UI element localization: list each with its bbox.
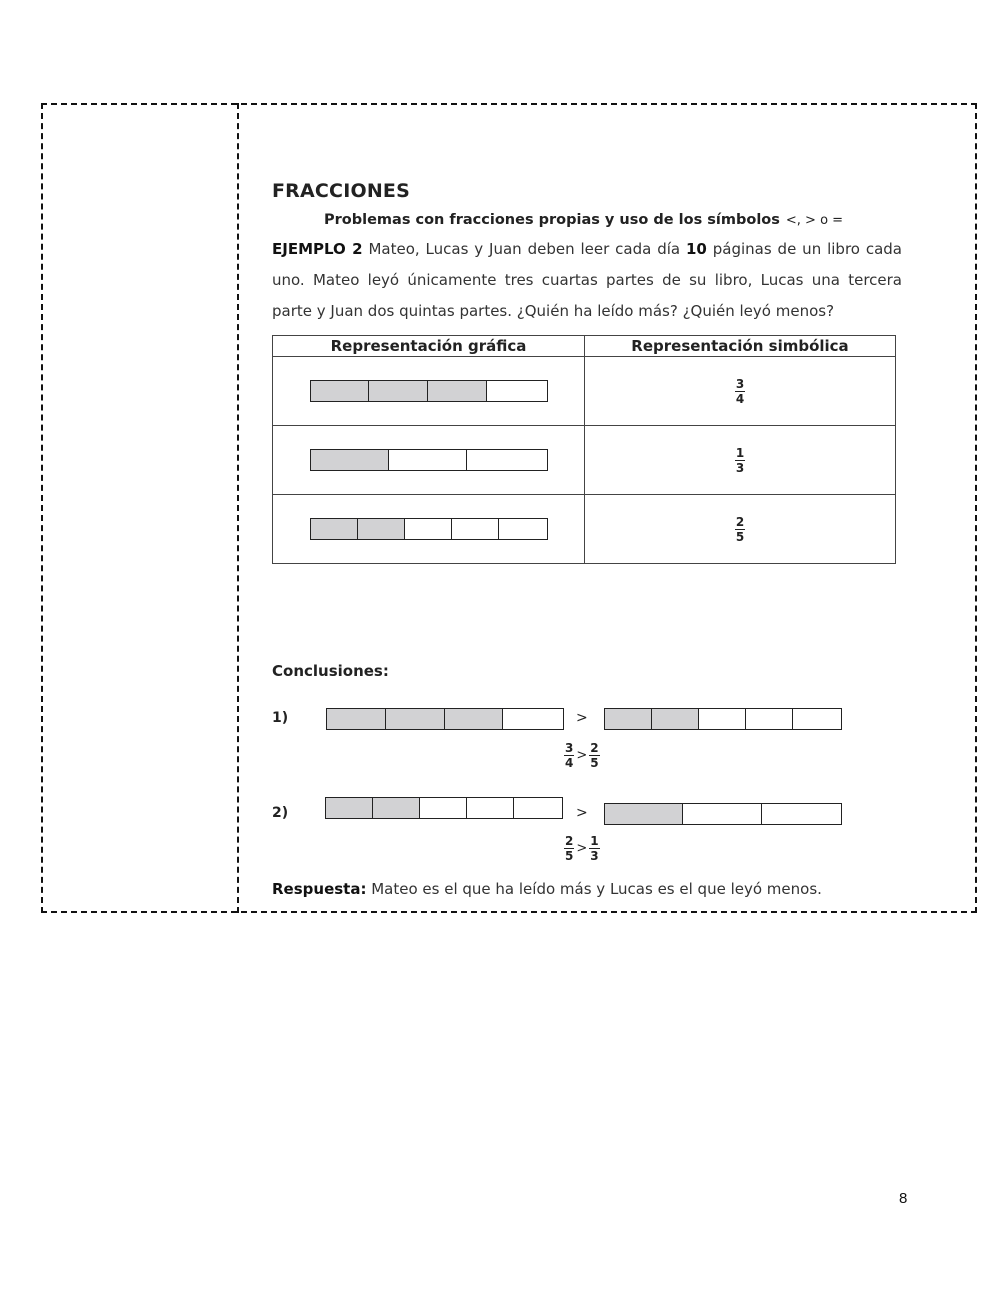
fraction-left bbox=[564, 834, 574, 863]
numerator: 1 bbox=[735, 445, 745, 460]
conclusion-label: 2) bbox=[272, 805, 289, 821]
answer bbox=[272, 880, 822, 898]
table-row bbox=[273, 357, 896, 426]
filled-segment bbox=[327, 709, 386, 729]
fraction-bar-right bbox=[604, 708, 842, 730]
graphic-cell bbox=[273, 426, 585, 495]
empty-segment bbox=[683, 804, 761, 824]
empty-segment bbox=[487, 381, 546, 401]
empty-segment bbox=[467, 798, 514, 818]
numerator: 2 bbox=[590, 741, 599, 755]
numerator: 2 bbox=[735, 514, 745, 529]
filled-segment bbox=[326, 798, 373, 818]
example-label: EJEMPLO 2 bbox=[272, 240, 363, 258]
filled-segment bbox=[311, 381, 370, 401]
filled-segment bbox=[652, 709, 699, 729]
conclusion-label: 1) bbox=[272, 710, 289, 726]
filled-segment bbox=[311, 519, 358, 539]
empty-segment bbox=[699, 709, 746, 729]
fraction-bar bbox=[310, 518, 548, 540]
example-paragraph bbox=[272, 234, 902, 327]
denominator: 3 bbox=[590, 849, 599, 863]
filled-segment bbox=[373, 798, 420, 818]
comparison bbox=[564, 834, 600, 863]
empty-segment bbox=[762, 804, 840, 824]
numerator: 2 bbox=[565, 834, 574, 848]
representation-table bbox=[272, 335, 896, 564]
fraction-bar bbox=[310, 380, 548, 402]
subtitle bbox=[324, 212, 902, 228]
filled-segment bbox=[445, 709, 504, 729]
subtitle-text: Problemas con fracciones propias y uso de los símbolos bbox=[324, 212, 780, 228]
fraction bbox=[735, 377, 745, 406]
fraction-left bbox=[564, 741, 574, 770]
denominator: 3 bbox=[735, 460, 745, 475]
subtitle-symbols: <, > o = bbox=[785, 213, 844, 228]
symbolic-cell bbox=[585, 357, 896, 426]
page-title: FRACCIONES bbox=[272, 180, 410, 202]
symbolic-cell bbox=[585, 426, 896, 495]
numerator: 3 bbox=[565, 741, 574, 755]
denominator: 5 bbox=[590, 756, 599, 770]
denominator: 4 bbox=[735, 391, 745, 406]
empty-segment bbox=[793, 709, 840, 729]
comparison bbox=[564, 741, 600, 770]
comparison-symbol: > bbox=[576, 748, 588, 763]
page-number: 8 bbox=[899, 1190, 908, 1207]
empty-segment bbox=[514, 798, 561, 818]
fraction-right bbox=[589, 741, 599, 770]
empty-segment bbox=[503, 709, 562, 729]
column-divider bbox=[237, 103, 239, 913]
comparison-symbol: > bbox=[576, 841, 588, 856]
answer-label: Respuesta: bbox=[272, 880, 367, 898]
table-header-row bbox=[273, 336, 896, 357]
empty-segment bbox=[405, 519, 452, 539]
numerator: 3 bbox=[735, 376, 745, 391]
table-row bbox=[273, 495, 896, 564]
lesson-content bbox=[272, 180, 902, 564]
filled-segment bbox=[311, 450, 389, 470]
empty-segment bbox=[746, 709, 793, 729]
fraction bbox=[735, 446, 745, 475]
fraction-right bbox=[589, 834, 599, 863]
answer-text: Mateo es el que ha leído más y Lucas es el que leyó menos. bbox=[366, 880, 822, 898]
graphic-cell bbox=[273, 357, 585, 426]
greater-than-symbol: > bbox=[576, 805, 588, 821]
filled-segment bbox=[605, 804, 683, 824]
denominator: 5 bbox=[565, 849, 574, 863]
graphic-cell bbox=[273, 495, 585, 564]
table-row bbox=[273, 426, 896, 495]
denominator: 4 bbox=[565, 756, 574, 770]
empty-segment bbox=[467, 450, 545, 470]
numerator: 1 bbox=[590, 834, 599, 848]
conclusions-title: Conclusiones: bbox=[272, 662, 389, 680]
fraction-bar-right bbox=[604, 803, 842, 825]
fraction bbox=[735, 515, 745, 544]
filled-segment bbox=[428, 381, 487, 401]
header-graphic: Representación gráfica bbox=[273, 336, 585, 357]
fraction-bar-left bbox=[325, 797, 563, 819]
filled-segment bbox=[386, 709, 445, 729]
fraction-bar bbox=[310, 449, 548, 471]
example-text-2: páginas de un libro cada uno. Mateo leyó únicamente tres cuartas partes de su libro, Lucas una tercera parte y Juan dos quintas partes. ¿Quién ha leído más? ¿Quién leyó menos? bbox=[272, 240, 903, 320]
empty-segment bbox=[420, 798, 467, 818]
empty-segment bbox=[389, 450, 467, 470]
filled-segment bbox=[605, 709, 652, 729]
greater-than-symbol: > bbox=[576, 710, 588, 726]
header-symbolic: Representación simbólica bbox=[585, 336, 896, 357]
empty-segment bbox=[452, 519, 499, 539]
symbolic-cell bbox=[585, 495, 896, 564]
example-number: 10 bbox=[685, 240, 707, 258]
fraction-bar-left bbox=[326, 708, 564, 730]
filled-segment bbox=[369, 381, 428, 401]
denominator: 5 bbox=[735, 529, 745, 544]
example-text-1: Mateo, Lucas y Juan deben leer cada día bbox=[362, 240, 686, 258]
empty-segment bbox=[499, 519, 546, 539]
filled-segment bbox=[358, 519, 405, 539]
